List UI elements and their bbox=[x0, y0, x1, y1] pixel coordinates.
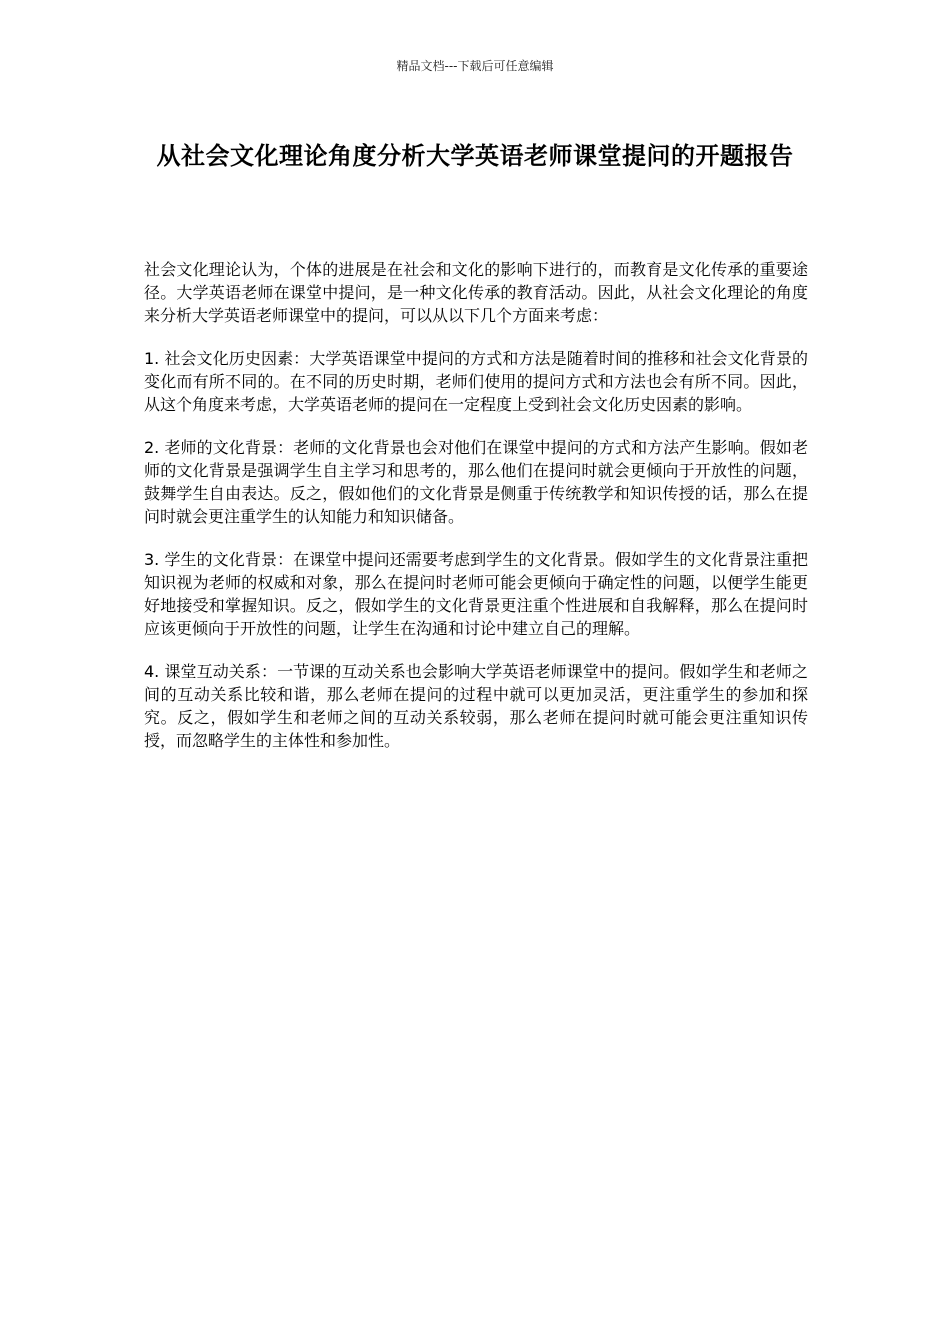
document-title: 从社会文化理论角度分析大学英语老师课堂提问的开题报告 bbox=[156, 142, 794, 170]
paragraph-intro: 社会文化理论认为，个体的进展是在社会和文化的影响下进行的，而教育是文化传承的重要途径。大学英语老师在课堂中提问，是一种文化传承的教育活动。因此，从社会文化理论的角度来分析大学英语老师课堂中的提问，可以从以下几个方面来考虑： bbox=[144, 260, 808, 325]
page-header-note: 精品文档---下载后可任意编辑 bbox=[396, 59, 554, 73]
paragraph-teacher-background: 2. 老师的文化背景：老师的文化背景也会对他们在课堂中提问的方式和方法产生影响。假如老师的文化背景是强调学生自主学习和思考的，那么他们在提问时就会更倾向于开放性的问题，鼓舞学生自由表达。反之，假如他们的文化背景是侧重于传统教学和知识传授的话，那么在提问时就会更注重学生的认知能力和知识储备。 bbox=[144, 438, 808, 526]
paragraph-student-background: 3. 学生的文化背景：在课堂中提问还需要考虑到学生的文化背景。假如学生的文化背景注重把知识视为老师的权威和对象，那么在提问时老师可能会更倾向于确定性的问题，以便学生能更好地接受和掌握知识。反之，假如学生的文化背景更注重个性进展和自我解释，那么在提问时应该更倾向于开放性的问题，让学生在沟通和讨论中建立自己的理解。 bbox=[144, 550, 808, 638]
paragraph-classroom-interaction: 4. 课堂互动关系：一节课的互动关系也会影响大学英语老师课堂中的提问。假如学生和老师之间的互动关系比较和谐，那么老师在提问的过程中就可以更加灵活，更注重学生的参加和探究。反之，假如学生和老师之间的互动关系较弱，那么老师在提问时就可能会更注重知识传授，而忽略学生的主体性和参加性。 bbox=[144, 662, 808, 750]
paragraph-social-history: 1. 社会文化历史因素：大学英语课堂中提问的方式和方法是随着时间的推移和社会文化背景的变化而有所不同的。在不同的历史时期，老师们使用的提问方式和方法也会有所不同。因此，从这个角度来考虑，大学英语老师的提问在一定程度上受到社会文化历史因素的影响。 bbox=[144, 349, 808, 414]
document-body bbox=[144, 258, 808, 772]
